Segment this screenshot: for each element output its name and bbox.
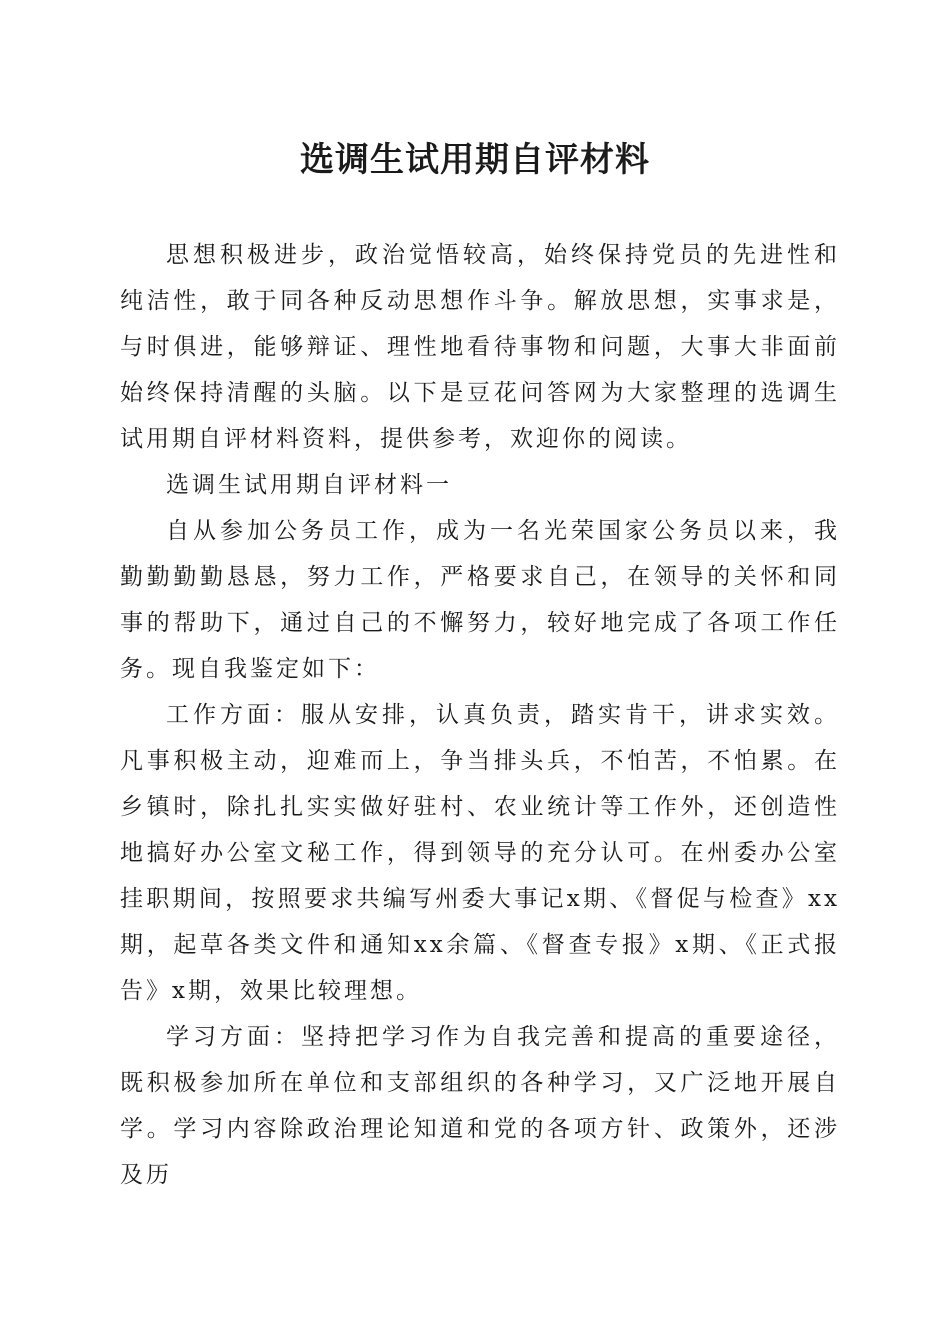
document-title: 选调生试用期自评材料 <box>300 140 650 180</box>
paragraph-study: 学习方面：坚持把学习作为自我完善和提高的重要途径，既积极参加所在单位和支部组织的各种学习，又广泛地开展自学。学习内容除政治理论知道和党的各项方针、政策外，还涉及历 <box>120 1024 840 1188</box>
document-body <box>120 232 840 1198</box>
paragraph-work: 工作方面：服从安排，认真负责，踏实肯干，讲求实效。凡事积极主动，迎难而上，争当排头兵，不怕苦，不怕累。在乡镇时，除扎扎实实做好驻村、农业统计等工作外，还创造性地搞好办公室文秘工作，得到领导的充分认可。在州委办公室挂职期间，按照要求共编写州委大事记x期、《督促与检查》xx期，起草各类文件和通知xx余篇、《督查专报》x期、《正式报告》x期，效果比较理想。 <box>120 702 840 1004</box>
section-heading: 选调生试用期自评材料一 <box>166 472 452 498</box>
paragraph-opening: 自从参加公务员工作，成为一名光荣国家公务员以来，我勤勤勤勤恳恳，努力工作，严格要求自己，在领导的关怀和同事的帮助下，通过自己的不懈努力，较好地完成了各项工作任务。现自我鉴定如下： <box>120 518 840 682</box>
paragraph-intro: 思想积极进步，政治觉悟较高，始终保持党员的先进性和纯洁性，敢于同各种反动思想作斗争。解放思想，实事求是，与时俱进，能够辩证、理性地看待事物和问题，大事大非面前始终保持清醒的头脑。以下是豆花问答网为大家整理的选调生试用期自评材料资料，提供参考，欢迎你的阅读。 <box>120 242 840 452</box>
